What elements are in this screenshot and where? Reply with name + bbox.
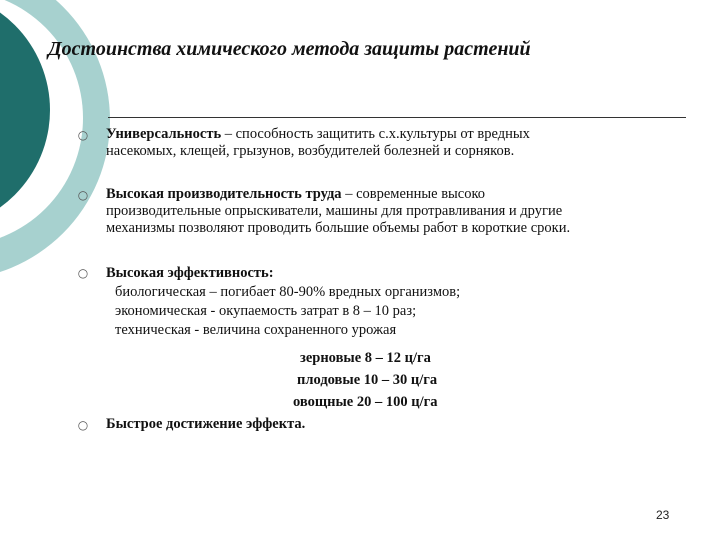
item-text: насекомых, клещей, грызунов, возбудителей болезней и сорняков. — [106, 143, 515, 159]
item-heading: Быстрое достижение эффекта. — [106, 416, 306, 432]
yield-fruit: плодовые 10 – 30 ц/га — [297, 372, 438, 388]
sub-item-biological: биологическая – погибает 80-90% вредных организмов; — [115, 284, 461, 300]
circle-bullet-icon: ○ — [77, 418, 89, 432]
item-text: – современные высоко — [341, 186, 486, 202]
circle-bullet-icon: ○ — [77, 266, 89, 280]
list-item-fast-effect — [106, 416, 696, 433]
item-text: механизмы позволяют проводить большие объемы работ в короткие сроки. — [106, 220, 571, 236]
item-text: производительные опрыскиватели, машины для протравливания и другие — [106, 203, 563, 219]
item-heading: Универсальность — [106, 126, 222, 142]
item-text: – способность защитить с.х.культуры от вредных — [221, 126, 530, 142]
item-heading: Высокая производительность труда — [106, 186, 342, 202]
sub-item-technical: техническая - величина сохраненного урожая — [115, 322, 397, 338]
list-item-efficiency — [106, 264, 696, 340]
list-item-productivity — [106, 186, 696, 237]
yield-vegetable: овощные 20 – 100 ц/га — [293, 394, 438, 410]
circle-bullet-icon: ○ — [77, 128, 89, 142]
circle-bullet-icon: ○ — [77, 188, 89, 202]
slide-title: Достоинства химического метода защиты растений — [48, 38, 531, 60]
title-underline — [108, 117, 686, 118]
item-heading: Высокая эффективность: — [106, 265, 274, 281]
list-item-universality — [106, 126, 696, 160]
page-number: 23 — [656, 508, 670, 522]
yield-grain: зерновые 8 – 12 ц/га — [300, 350, 431, 366]
sub-item-economic: экономическая - окупаемость затрат в 8 – 10 раз; — [115, 303, 417, 319]
